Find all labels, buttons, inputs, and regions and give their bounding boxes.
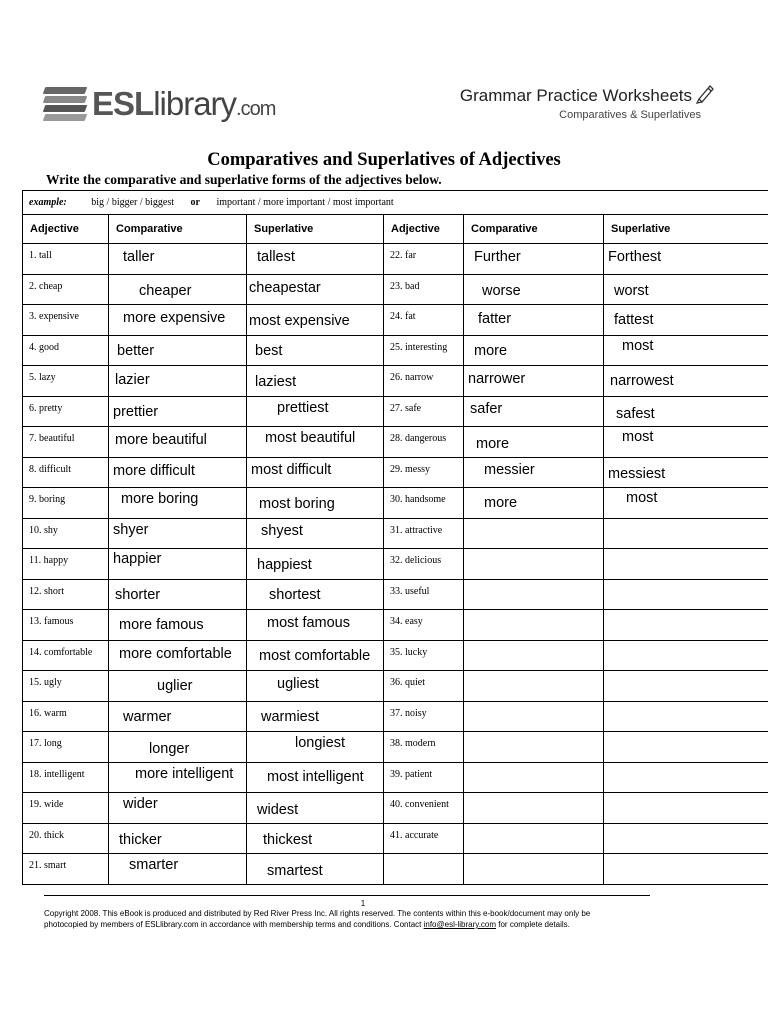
adjective-label: 33. useful xyxy=(384,579,464,610)
adjective-label: 35. lucky xyxy=(384,640,464,671)
superlative-cell[interactable] xyxy=(247,640,384,671)
comparative-answer: more xyxy=(476,436,510,452)
comparative-answer: more xyxy=(484,495,518,511)
adjective-label: 31. attractive xyxy=(384,518,464,549)
copyright-notice xyxy=(44,908,684,930)
superlative-cell[interactable] xyxy=(604,823,768,854)
example-or: or xyxy=(190,197,200,208)
comparative-cell[interactable] xyxy=(109,427,247,458)
comparative-cell[interactable] xyxy=(464,427,604,458)
adjective-label: 4. good xyxy=(23,335,109,366)
superlative-cell[interactable] xyxy=(247,732,384,763)
table-row xyxy=(23,305,768,336)
comparative-cell[interactable] xyxy=(464,244,604,275)
superlative-cell[interactable] xyxy=(247,823,384,854)
superlative-cell[interactable] xyxy=(604,396,768,427)
adjective-label: 15. ugly xyxy=(23,671,109,702)
superlative-cell[interactable] xyxy=(247,274,384,305)
adjective-label: 17. long xyxy=(23,732,109,763)
comparative-answer: smarter xyxy=(129,857,179,873)
adjective-label: 29. messy xyxy=(384,457,464,488)
table-row xyxy=(23,793,768,824)
worksheet-title: Comparatives and Superlatives of Adjectives xyxy=(207,150,561,170)
comparative-answer: shyer xyxy=(113,521,149,538)
superlative-answer: most expensive xyxy=(249,313,350,329)
superlative-cell[interactable] xyxy=(604,244,768,275)
column-header-superlative: Superlative xyxy=(604,215,768,244)
superlative-cell[interactable] xyxy=(604,457,768,488)
comparative-cell[interactable] xyxy=(464,732,604,763)
adjective-label: 6. pretty xyxy=(23,396,109,427)
adjective-label: 7. beautiful xyxy=(23,427,109,458)
comparative-cell[interactable] xyxy=(464,274,604,305)
superlative-answer: most xyxy=(622,429,654,445)
comparative-cell[interactable] xyxy=(109,732,247,763)
adjective-label: 19. wide xyxy=(23,793,109,824)
adjective-label: 3. expensive xyxy=(23,305,109,336)
series-subtitle: Comparatives & Superlatives xyxy=(559,109,701,121)
example-row xyxy=(23,191,768,215)
superlative-answer: most difficult xyxy=(251,461,332,478)
comparative-cell[interactable] xyxy=(109,488,247,519)
comparative-cell[interactable] xyxy=(464,671,604,702)
adjective-label: 32. delicious xyxy=(384,549,464,580)
superlative-answer: longiest xyxy=(295,735,345,751)
contact-email-link[interactable]: info@esl-library.com xyxy=(423,920,497,929)
adjectives-table xyxy=(22,190,768,888)
adjective-label: 8. difficult xyxy=(23,457,109,488)
comparative-answer: more difficult xyxy=(113,462,195,479)
adjective-label: 18. intelligent xyxy=(23,762,109,793)
comparative-cell[interactable] xyxy=(109,305,247,336)
table-row xyxy=(23,396,768,427)
adjective-label: 23. bad xyxy=(384,274,464,305)
page-number: 1 xyxy=(360,899,366,908)
comparative-answer: prettier xyxy=(113,403,159,420)
superlative-cell[interactable] xyxy=(604,640,768,671)
column-header-comparative: Comparative xyxy=(464,215,604,244)
comparative-answer: happier xyxy=(113,551,162,567)
superlative-answer: most xyxy=(626,490,658,506)
comparative-answer: messier xyxy=(484,461,535,478)
comparative-cell[interactable] xyxy=(109,518,247,549)
comparative-cell[interactable] xyxy=(464,488,604,519)
comparative-answer: safer xyxy=(470,400,503,417)
superlative-answer: laziest xyxy=(255,374,297,390)
column-header-comparative: Comparative xyxy=(109,215,247,244)
comparative-cell[interactable] xyxy=(109,579,247,610)
adjective-label: 14. comfortable xyxy=(23,640,109,671)
superlative-cell[interactable] xyxy=(247,396,384,427)
table-row xyxy=(23,823,768,854)
esl-library-logo xyxy=(44,84,275,124)
table-row xyxy=(23,762,768,793)
worksheet-instructions: Write the comparative and superlative forms of the adjectives below. xyxy=(46,172,442,187)
adjective-label: 30. handsome xyxy=(384,488,464,519)
superlative-answer: most beautiful xyxy=(265,430,356,446)
superlative-cell[interactable] xyxy=(247,518,384,549)
table-row xyxy=(23,488,768,519)
adjective-label: 28. dangerous xyxy=(384,427,464,458)
example-second: important / more important / most important xyxy=(216,197,394,208)
adjective-label: 36. quiet xyxy=(384,671,464,702)
adjective-label: 10. shy xyxy=(23,518,109,549)
header-row xyxy=(23,215,768,244)
books-stack-icon xyxy=(44,85,88,123)
superlative-cell[interactable] xyxy=(604,854,768,885)
comparative-cell[interactable] xyxy=(109,335,247,366)
comparative-cell[interactable] xyxy=(464,823,604,854)
comparative-answer: shorter xyxy=(115,586,161,603)
superlative-answer: prettiest xyxy=(277,399,329,416)
table-row xyxy=(23,335,768,366)
comparative-cell[interactable] xyxy=(109,701,247,732)
comparative-cell[interactable] xyxy=(464,640,604,671)
superlative-cell[interactable] xyxy=(604,671,768,702)
superlative-cell[interactable] xyxy=(247,427,384,458)
adjective-label: 5. lazy xyxy=(23,366,109,397)
comparative-answer: lazier xyxy=(115,372,150,388)
comparative-answer: more boring xyxy=(121,491,199,507)
comparative-cell[interactable] xyxy=(109,762,247,793)
table-row xyxy=(23,579,768,610)
comparative-answer: more intelligent xyxy=(135,765,234,782)
comparative-answer: more expensive xyxy=(123,310,226,326)
superlative-answer: safest xyxy=(616,405,655,422)
comparative-cell[interactable] xyxy=(464,518,604,549)
superlative-cell[interactable] xyxy=(604,366,768,397)
table-row xyxy=(23,457,768,488)
comparative-cell[interactable] xyxy=(464,457,604,488)
adjective-label: 12. short xyxy=(23,579,109,610)
adjective-label: 41. accurate xyxy=(384,823,464,854)
table-row xyxy=(23,366,768,397)
comparative-cell[interactable] xyxy=(109,396,247,427)
adjective-label: 37. noisy xyxy=(384,701,464,732)
table-row xyxy=(23,427,768,458)
comparative-answer: more comfortable xyxy=(119,645,232,662)
superlative-cell[interactable] xyxy=(247,610,384,641)
adjective-label: 16. warm xyxy=(23,701,109,732)
comparative-cell[interactable] xyxy=(109,671,247,702)
comparative-cell[interactable] xyxy=(464,854,604,885)
superlative-answer: widest xyxy=(257,802,299,818)
superlative-cell[interactable] xyxy=(247,854,384,885)
adjective-label: 21. smart xyxy=(23,854,109,885)
superlative-answer: most boring xyxy=(259,496,335,512)
superlative-cell[interactable] xyxy=(604,793,768,824)
comparative-cell[interactable] xyxy=(464,610,604,641)
comparative-answer: longer xyxy=(149,741,190,757)
column-header-adjective: Adjective xyxy=(23,215,109,244)
superlative-answer: most famous xyxy=(267,615,350,631)
comparative-answer: taller xyxy=(123,249,155,265)
page-header xyxy=(0,0,768,140)
adjective-label xyxy=(384,854,464,885)
adjective-label: 2. cheap xyxy=(23,274,109,305)
superlative-cell[interactable] xyxy=(604,488,768,519)
superlative-cell[interactable] xyxy=(604,335,768,366)
series-title: Grammar Practice Worksheets xyxy=(459,86,692,105)
comparative-cell[interactable] xyxy=(464,549,604,580)
example-first: big / bigger / biggest xyxy=(91,197,175,208)
example-cell xyxy=(23,191,768,215)
comparative-answer: more xyxy=(474,342,508,359)
superlative-answer: worst xyxy=(614,282,649,299)
superlative-answer: ugliest xyxy=(277,676,319,692)
adjective-label: 13. famous xyxy=(23,610,109,641)
table-row xyxy=(23,244,768,275)
superlative-cell[interactable] xyxy=(604,518,768,549)
superlative-answer: warmiest xyxy=(261,708,320,725)
table-row xyxy=(23,701,768,732)
adjective-label: 24. fat xyxy=(384,305,464,336)
comparative-cell[interactable] xyxy=(464,762,604,793)
table-row xyxy=(23,732,768,763)
superlative-cell[interactable] xyxy=(247,244,384,275)
comparative-answer: more famous xyxy=(119,617,204,633)
superlative-cell[interactable] xyxy=(247,488,384,519)
comparative-cell[interactable] xyxy=(109,457,247,488)
adjective-label: 40. convenient xyxy=(384,793,464,824)
superlative-answer: most comfortable xyxy=(259,647,371,664)
table-row xyxy=(23,640,768,671)
superlative-cell[interactable] xyxy=(247,549,384,580)
table-row xyxy=(23,274,768,305)
adjective-label: 38. modern xyxy=(384,732,464,763)
superlative-cell[interactable] xyxy=(604,579,768,610)
footer-divider xyxy=(44,895,650,896)
comparative-cell[interactable] xyxy=(109,366,247,397)
superlative-answer: happiest xyxy=(257,557,312,573)
superlative-cell[interactable] xyxy=(604,427,768,458)
superlative-cell[interactable] xyxy=(604,610,768,641)
superlative-cell[interactable] xyxy=(247,457,384,488)
table-row xyxy=(23,549,768,580)
comparative-cell[interactable] xyxy=(109,549,247,580)
superlative-cell[interactable] xyxy=(604,701,768,732)
superlative-answer: thickest xyxy=(263,831,313,848)
adjective-label: 1. tall xyxy=(23,244,109,275)
comparative-answer: uglier xyxy=(157,678,193,694)
adjective-label: 26. narrow xyxy=(384,366,464,397)
adjective-label: 34. easy xyxy=(384,610,464,641)
comparative-answer: more beautiful xyxy=(115,432,207,448)
superlative-cell[interactable] xyxy=(247,366,384,397)
superlative-cell[interactable] xyxy=(247,305,384,336)
comparative-answer: worse xyxy=(482,282,521,299)
superlative-cell[interactable] xyxy=(604,274,768,305)
superlative-answer: most xyxy=(622,337,654,354)
comparative-answer: better xyxy=(117,342,155,359)
comparative-cell[interactable] xyxy=(464,335,604,366)
adjective-label: 20. thick xyxy=(23,823,109,854)
comparative-cell[interactable] xyxy=(464,793,604,824)
table-row xyxy=(23,518,768,549)
superlative-answer: messiest xyxy=(608,465,666,482)
comparative-cell[interactable] xyxy=(464,366,604,397)
superlative-cell[interactable] xyxy=(247,793,384,824)
comparative-cell[interactable] xyxy=(464,396,604,427)
superlative-cell[interactable] xyxy=(247,579,384,610)
comparative-cell[interactable] xyxy=(464,305,604,336)
comparative-cell[interactable] xyxy=(109,610,247,641)
superlative-answer: best xyxy=(255,342,283,359)
comparative-cell[interactable] xyxy=(464,579,604,610)
adjective-label: 9. boring xyxy=(23,488,109,519)
comparative-cell[interactable] xyxy=(109,274,247,305)
comparative-cell[interactable] xyxy=(109,793,247,824)
column-header-superlative: Superlative xyxy=(247,215,384,244)
copyright-line-2: photocopied by members of ESLlibrary.com in accordance with membership terms and conditions. Contact info@esl-library.com for complete details. xyxy=(44,920,570,929)
comparative-answer: cheaper xyxy=(139,282,192,299)
pencil-icon xyxy=(694,82,716,104)
superlative-answer: narrowest xyxy=(610,373,674,389)
adjective-label: 22. far xyxy=(384,244,464,275)
superlative-answer: shyest xyxy=(261,522,303,539)
copyright-line-1: Copyright 2008. This eBook is produced and distributed by Red River Press Inc. All rights reserved. The contents within this e-book/document may only be xyxy=(44,909,591,918)
superlative-answer: Forthest xyxy=(608,249,662,265)
column-header-adjective: Adjective xyxy=(384,215,464,244)
comparative-answer: warmer xyxy=(123,708,172,725)
comparative-cell[interactable] xyxy=(464,701,604,732)
superlative-cell[interactable] xyxy=(247,671,384,702)
comparative-answer: wider xyxy=(123,796,158,812)
example-label: example: xyxy=(29,197,67,208)
superlative-cell[interactable] xyxy=(604,549,768,580)
superlative-answer: shortest xyxy=(269,586,321,603)
adjective-label: 39. patient xyxy=(384,762,464,793)
comparative-cell[interactable] xyxy=(109,854,247,885)
superlative-answer: smartest xyxy=(267,863,323,879)
superlative-answer: most intelligent xyxy=(267,768,364,785)
adjective-label: 11. happy xyxy=(23,549,109,580)
superlative-cell[interactable] xyxy=(247,701,384,732)
comparative-answer: fatter xyxy=(478,311,512,327)
table-row xyxy=(23,610,768,641)
superlative-cell[interactable] xyxy=(247,335,384,366)
logo-text: ESLlibrary.com xyxy=(92,85,276,122)
superlative-answer: fattest xyxy=(614,312,654,328)
adjective-label: 27. safe xyxy=(384,396,464,427)
superlative-cell[interactable] xyxy=(604,732,768,763)
superlative-cell[interactable] xyxy=(604,762,768,793)
comparative-cell[interactable] xyxy=(109,640,247,671)
adjective-label: 25. interesting xyxy=(384,335,464,366)
superlative-cell[interactable] xyxy=(247,762,384,793)
superlative-answer: cheapestar xyxy=(249,279,321,296)
table-row xyxy=(23,671,768,702)
comparative-answer: Further xyxy=(474,249,521,265)
superlative-answer: tallest xyxy=(257,249,295,265)
comparative-answer: narrower xyxy=(468,371,526,387)
comparative-cell[interactable] xyxy=(109,244,247,275)
comparative-answer: thicker xyxy=(119,831,162,848)
table-row xyxy=(23,854,768,885)
superlative-cell[interactable] xyxy=(604,305,768,336)
comparative-cell[interactable] xyxy=(109,823,247,854)
